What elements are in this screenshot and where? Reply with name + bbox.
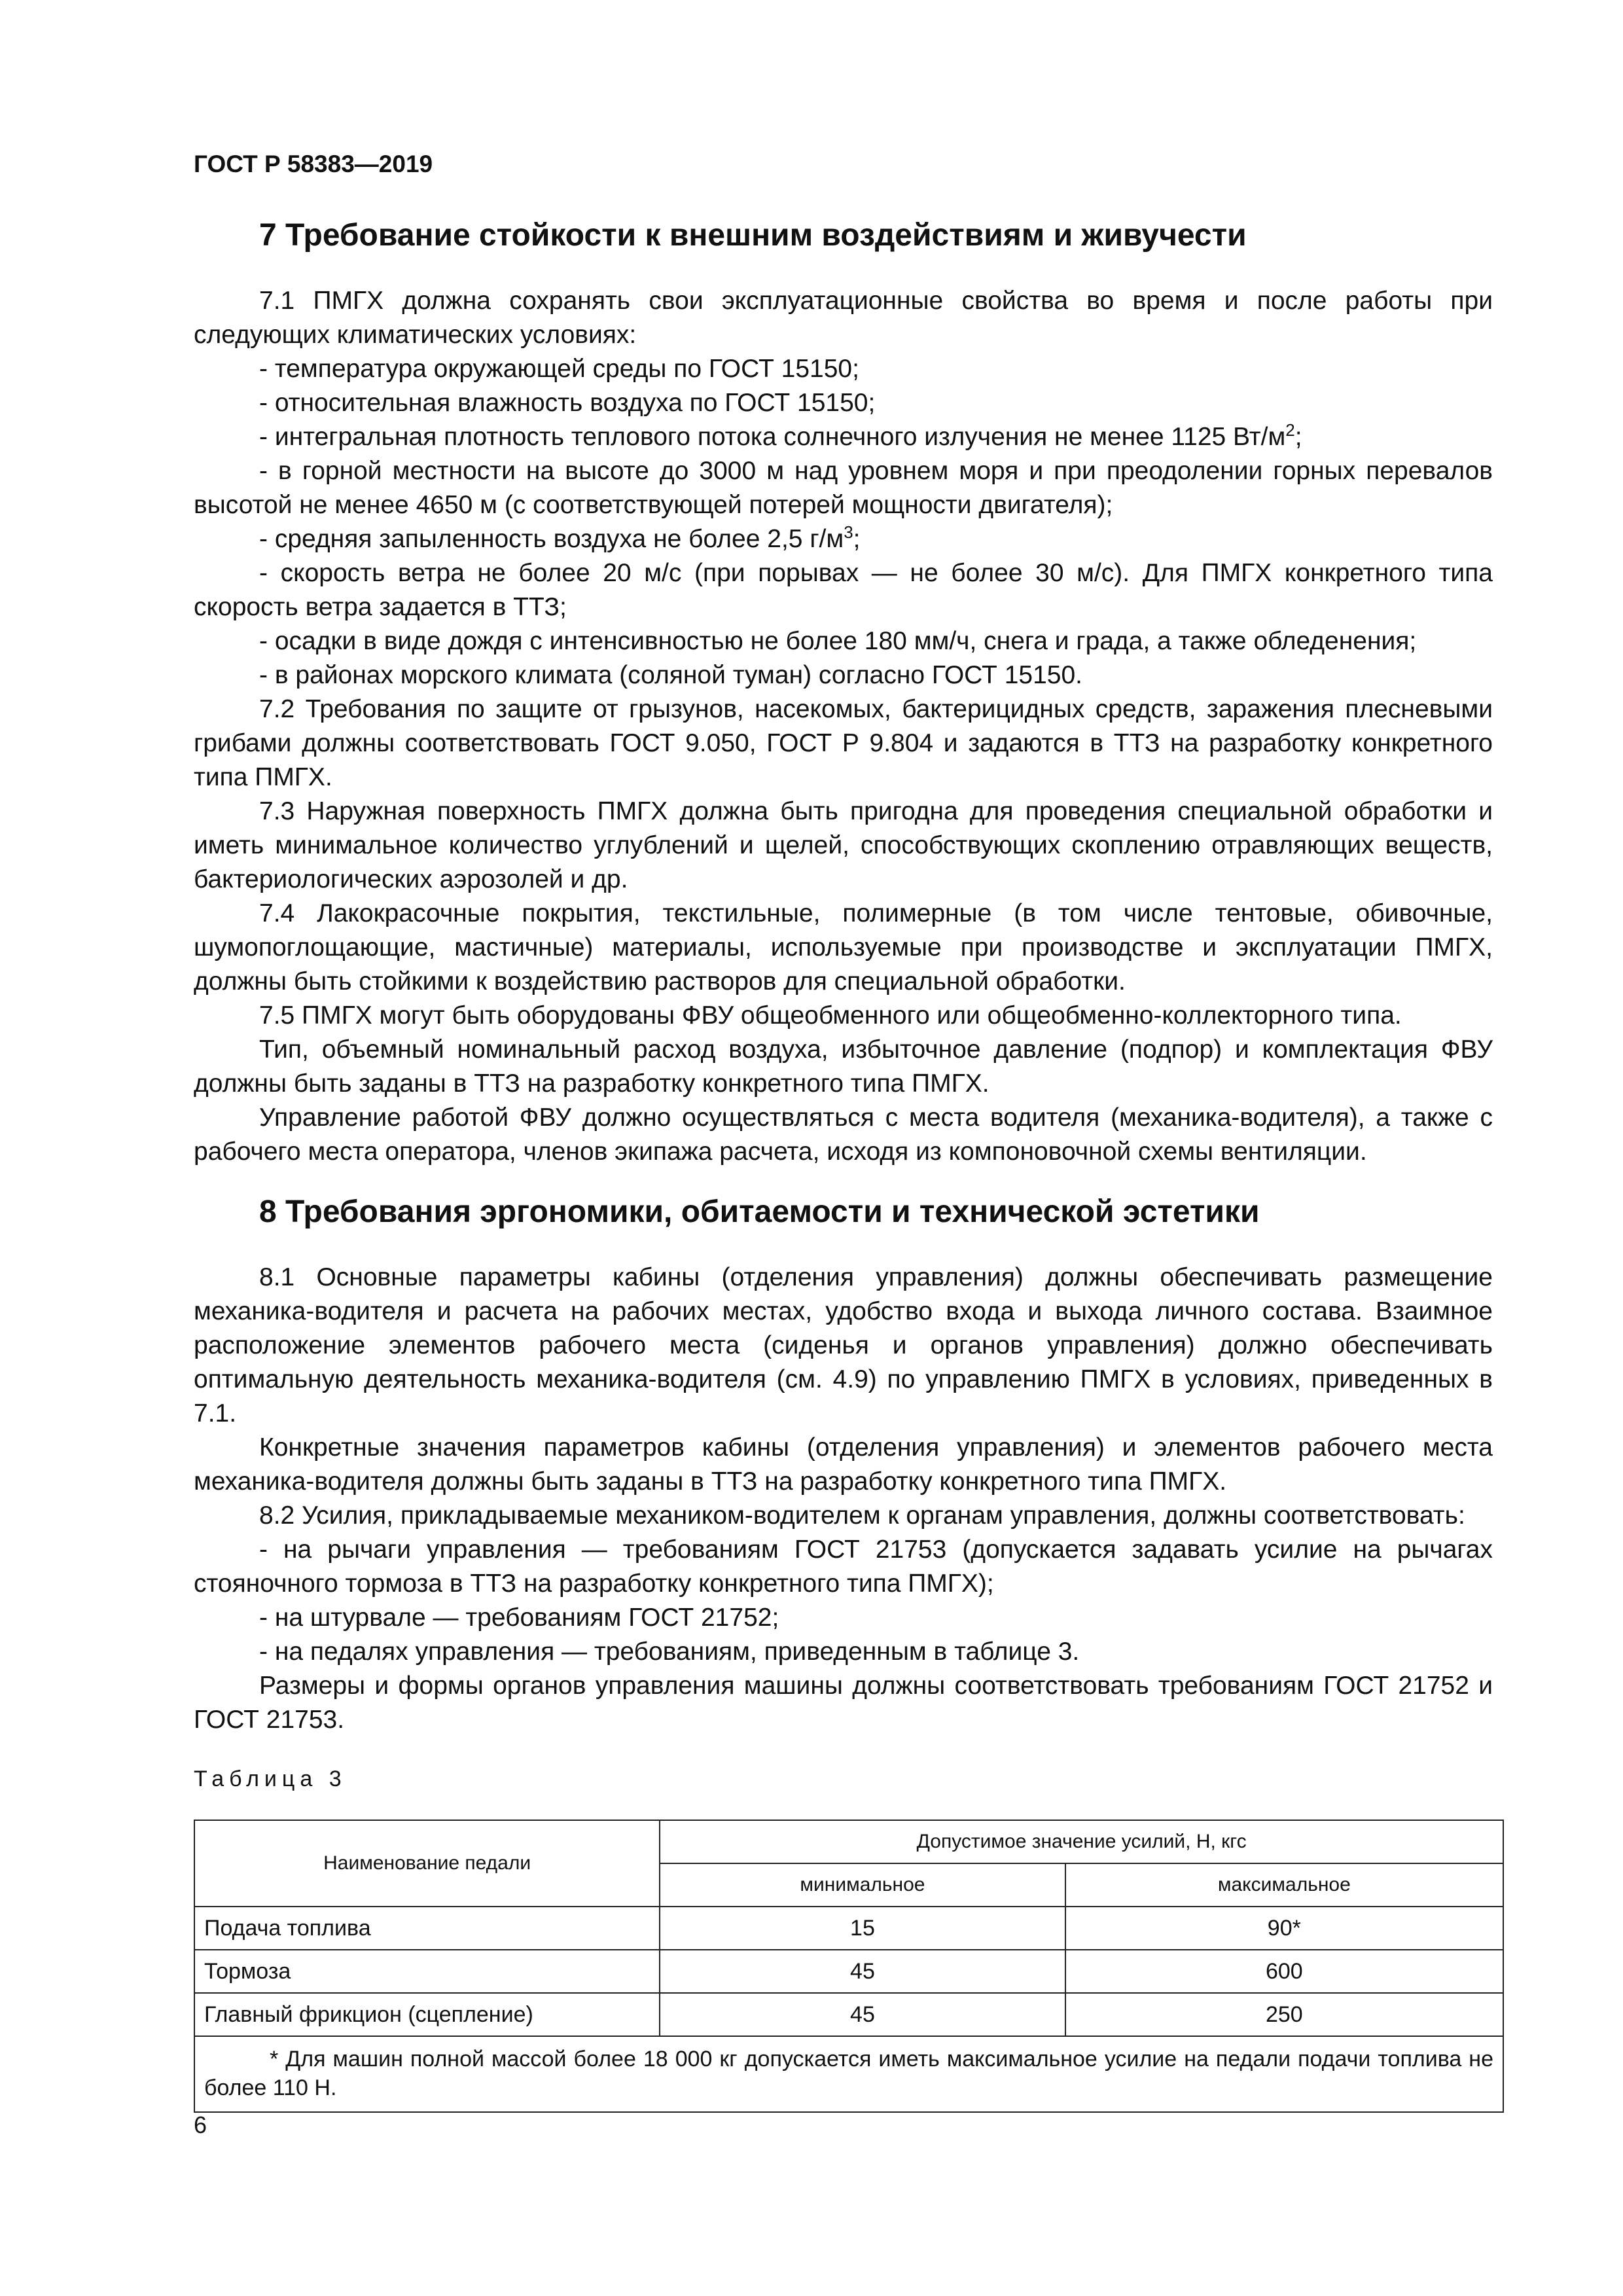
list-item [194, 420, 1493, 454]
min-value-cell: 45 [660, 1993, 1065, 2036]
superscript: 3 [844, 522, 853, 542]
table-row [194, 1993, 1503, 2036]
pedal-force-table [194, 1820, 1504, 2113]
paragraph-7-4: 7.4 Лакокрасочные покрытия, текстильные, полимерные (в том числе тентовые, обивочные, шумопоглощающие, мастичные) материалы, используемые при производстве и эксплуатации ПМГХ, должны быть стойкими к воздействию растворов для специальной обработки. [194, 899, 1493, 996]
column-header-pedal-name: Наименование педали [194, 1820, 660, 1907]
max-value-cell: 90* [1065, 1907, 1503, 1950]
list-item [194, 522, 1493, 556]
list-item: - на педалях управления — требованиям, приведенным в таблице 3. [259, 1638, 1080, 1666]
list-item: - осадки в виде дождя с интенсивностью не более 180 мм/ч, снега и града, а также обледенения; [259, 627, 1417, 655]
section-7-title: 7 Требование стойкости к внешним воздействиям и живучести [259, 218, 1247, 253]
max-value-cell: 250 [1065, 1993, 1503, 2036]
superscript: 2 [1285, 420, 1295, 440]
min-value-cell: 15 [660, 1907, 1065, 1950]
paragraph-8-1-values: Конкретные значения параметров кабины (отделения управления) и элементов рабочего места механика-водителя должны быть заданы в ТТЗ на разработку конкретного типа ПМГХ. [194, 1433, 1493, 1496]
page-number: 6 [194, 2111, 207, 2138]
list-item-text: - интегральная плотность теплового потока солнечного излучения не менее 1125 Вт/м [259, 423, 1286, 451]
list-item-end: ; [853, 525, 861, 553]
paragraph-7-1: 7.1 ПМГХ должна сохранять свои эксплуатационные свойства во время и после работы при следующих климатических условиях: [194, 287, 1493, 349]
table-header-row [194, 1820, 1503, 1863]
paragraph-8-2-sizes: Размеры и формы органов управления машины должны соответствовать требованиям ГОСТ 21752 и ГОСТ 21753. [194, 1672, 1493, 1734]
page-content [194, 216, 1493, 2113]
pedal-name-cell: Тормоза [194, 1950, 660, 1993]
paragraph-7-2: 7.2 Требования по защите от грызунов, насекомых, бактерицидных средств, заражения плесневыми грибами должны соответствовать ГОСТ 9.050, ГОСТ Р 9.804 и задаются в ТТЗ на разработку конкретного типа ПМГХ. [194, 695, 1493, 791]
list-item: - в горной местности на высоте до 3000 м над уровнем моря и при преодолении горных перевалов высотой не менее 4650 м (с соответствующей потерей мощности двигателя); [194, 457, 1493, 519]
paragraph-7-5-type: Тип, объемный номинальный расход воздуха, избыточное давление (подпор) и комплектация ФВУ должны быть заданы в ТТЗ на разработку конкретного типа ПМГХ. [194, 1035, 1493, 1098]
table-label: Таблица 3 [194, 1767, 347, 1791]
paragraph-7-5-control: Управление работой ФВУ должно осуществляться с места водителя (механика-водителя), а также с рабочего места оператора, членов экипажа расчета, исходя из компоновочной схемы вентиляции. [194, 1103, 1493, 1166]
paragraph-8-2: 8.2 Усилия, прикладываемые механиком-водителем к органам управления, должны соответствовать: [259, 1501, 1465, 1530]
table-row [194, 1950, 1503, 1993]
document-code: ГОСТ Р 58383—2019 [194, 151, 433, 177]
list-item: - скорость ветра не более 20 м/с (при порывах — не более 30 м/с). Для ПМГХ конкретного типа скорость ветра задается в ТТЗ; [194, 559, 1493, 621]
list-item-end: ; [1294, 423, 1302, 451]
list-item: - на рычаги управления — требованиям ГОСТ 21753 (допускается задавать усилие на рычагах стояночного тормоза в ТТЗ на разработку конкретного типа ПМГХ); [194, 1535, 1493, 1598]
list-item-text: - средняя запыленность воздуха не более 2,5 г/м [259, 525, 844, 553]
max-value-cell: 600 [1065, 1950, 1503, 1993]
pedal-name-cell: Подача топлива [194, 1907, 660, 1950]
list-item: - относительная влажность воздуха по ГОСТ 15150; [259, 389, 876, 417]
column-header-force-group: Допустимое значение усилий, Н, кгс [660, 1820, 1503, 1863]
column-header-max: максимальное [1065, 1863, 1503, 1907]
paragraph-7-3: 7.3 Наружная поверхность ПМГХ должна быть пригодна для проведения специальной обработки и иметь минимальное количество углублений и щелей, способствующих скоплению отравляющих веществ, бактериологических аэрозолей и др. [194, 797, 1493, 893]
table-footnote-row [194, 2036, 1503, 2112]
list-item: - в районах морского климата (соляной туман) согласно ГОСТ 15150. [259, 661, 1082, 689]
pedal-name-cell: Главный фрикцион (сцепление) [194, 1993, 660, 2036]
table-footnote: * Для машин полной массой более 18 000 кг допускается иметь максимальное усилие на педали подачи топлива не более 110 Н. [194, 2036, 1503, 2112]
table-row [194, 1907, 1503, 1950]
section-8-title: 8 Требования эргономики, обитаемости и технической эстетики [259, 1194, 1260, 1229]
paragraph-7-5: 7.5 ПМГХ могут быть оборудованы ФВУ общеобменного или общеобменно-коллекторного типа. [259, 1001, 1402, 1030]
paragraph-8-1: 8.1 Основные параметры кабины (отделения управления) должны обеспечивать размещение механика-водителя и расчета на рабочих местах, удобство входа и выхода личного состава. Взаимное расположение элементов рабочего места (сиденья и органов управления) должно обеспечивать оптимальную деятельность механика-водителя (см. 4.9) по управлению ПМГХ в условиях, приведенных в 7.1. [194, 1263, 1493, 1427]
min-value-cell: 45 [660, 1950, 1065, 1993]
column-header-min: минимальное [660, 1863, 1065, 1907]
list-item: - температура окружающей среды по ГОСТ 15150; [259, 355, 859, 383]
list-item: - на штурвале — требованиям ГОСТ 21752; [259, 1604, 779, 1632]
